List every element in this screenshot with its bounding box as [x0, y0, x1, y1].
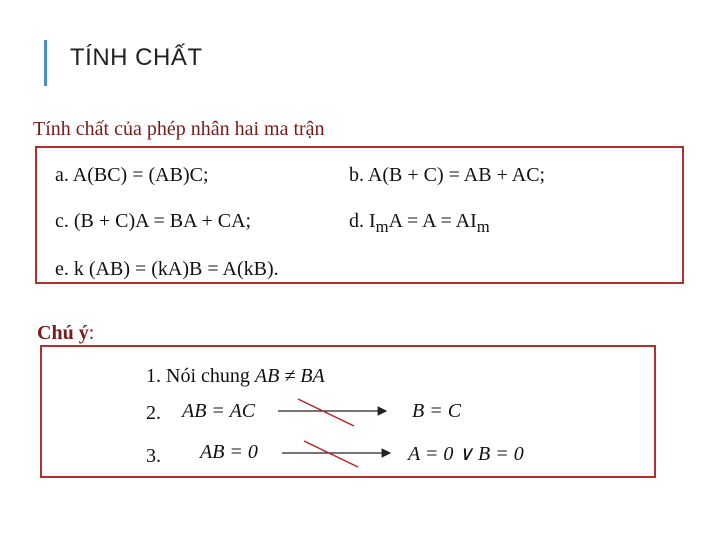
property-d-subscript-1: m: [375, 217, 389, 236]
not-implies-arrow-2: [278, 399, 386, 426]
note-heading: [37, 322, 94, 345]
property-d-prefix: d. I: [349, 210, 376, 232]
slide-title: TÍNH CHẤT: [70, 44, 203, 71]
title-accent-bar: [44, 40, 47, 86]
properties-heading: Tính chất của phép nhân hai ma trận: [33, 118, 325, 140]
property-d: [349, 210, 490, 237]
property-d-middle: A = A = AI: [388, 210, 477, 232]
note-line-2-right: B = C: [412, 400, 462, 422]
note-box: [40, 345, 656, 478]
note-line-1-formula: AB ≠ BA: [254, 365, 325, 387]
property-a: a. A(BC) = (AB)C;: [55, 164, 209, 186]
note-line-3-number: 3.: [146, 445, 161, 467]
not-implies-arrow-3: [282, 441, 390, 467]
note-heading-text: Chú ý: [37, 322, 89, 344]
implication-arrows: [42, 347, 654, 476]
note-line-1-text: 1. Nói chung: [146, 365, 255, 387]
property-d-subscript-2: m: [476, 217, 490, 236]
note-line-2-left: AB = AC: [182, 400, 256, 422]
note-line-3-right: A = 0 ∨ B = 0: [408, 443, 524, 465]
properties-box: [35, 146, 684, 284]
note-line-3-left: AB = 0: [200, 441, 258, 463]
property-e: e. k (AB) = (kA)B = A(kB).: [55, 258, 279, 280]
note-heading-colon: :: [88, 322, 95, 344]
property-b: b. A(B + C) = AB + AC;: [349, 164, 546, 186]
property-c: c. (B + C)A = BA + CA;: [55, 210, 252, 232]
note-line-2-number: 2.: [146, 402, 161, 424]
